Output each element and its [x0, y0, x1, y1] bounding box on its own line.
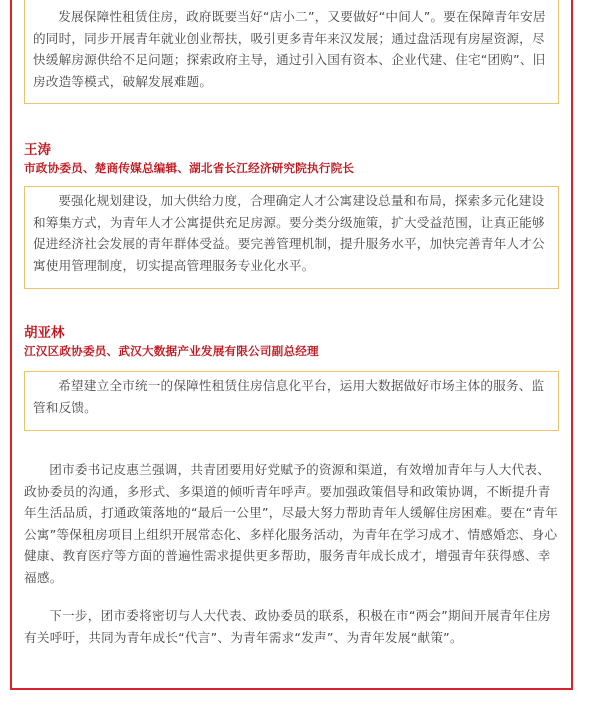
- speaker-name-1: 王涛: [24, 142, 51, 158]
- paragraph-1: 团市委书记皮惠兰强调，共青团要用好党赋予的资源和渠道，有效增加青年与人大代表、政协委员的沟通，多形式、多渠道的倾听青年呼声。要加强政策倡导和政策协调，不断提升青年生活品质，打通政策落地的“最后一公里”，尽最大努力帮助青年人缓解住房困难。要在“青年公寓”等保租房项目上组织开展常态化、多样化服务活动，为青年在学习成才、情感婚恋、身心健康、教育医疗等方面的普遍性需求提供更多帮助，服务青年成长成才，增强青年获得感、幸福感。: [24, 462, 559, 585]
- speaker-name-2: 胡亚林: [24, 325, 65, 341]
- speaker-title-1: 市政协委员、楚商传媒总编辑、湖北省长江经济研究院执行院长: [24, 161, 355, 175]
- quote-box-1: 发展保障性租赁住房，政府既要当好“店小二”，又要做好“中间人”。要在保障青年安居的同时，同步开展青年就业创业帮扶，吸引更多青年来汉发展；通过盘活现有房屋资源，尽快缓解房源供给不足问题；探索政府主导，通过引入国有资本、企业代建、住宅“团购”、旧房改造等模式，破解发展难题。: [24, 0, 559, 104]
- quote-box-2: 要强化规划建设，加大供给力度，合理确定人才公寓建设总量和布局，探索多元化建设和筹集方式，为青年人才公寓提供充足房源。要分类分级施策，扩大受益范围，让真正能够促进经济社会发展的青年群体受益。要完善管理机制，提升服务水平，加快完善青年人才公寓使用管理制度，切实提高管理服务专业化水平。: [24, 186, 559, 289]
- quote-box-3: 希望建立全市统一的保障性租赁住房信息化平台，运用大数据做好市场主体的服务、监管和反馈。: [24, 371, 559, 431]
- speaker-title-2: 江汉区政协委员、武汉大数据产业发展有限公司副总经理: [24, 344, 319, 358]
- paragraph-2: 下一步，团市委将密切与人大代表、政协委员的联系，积极在市“两会”期间开展青年住房有关呼吁，共同为青年成长“代言”、为青年需求“发声”、为青年发展“献策”。: [24, 608, 551, 645]
